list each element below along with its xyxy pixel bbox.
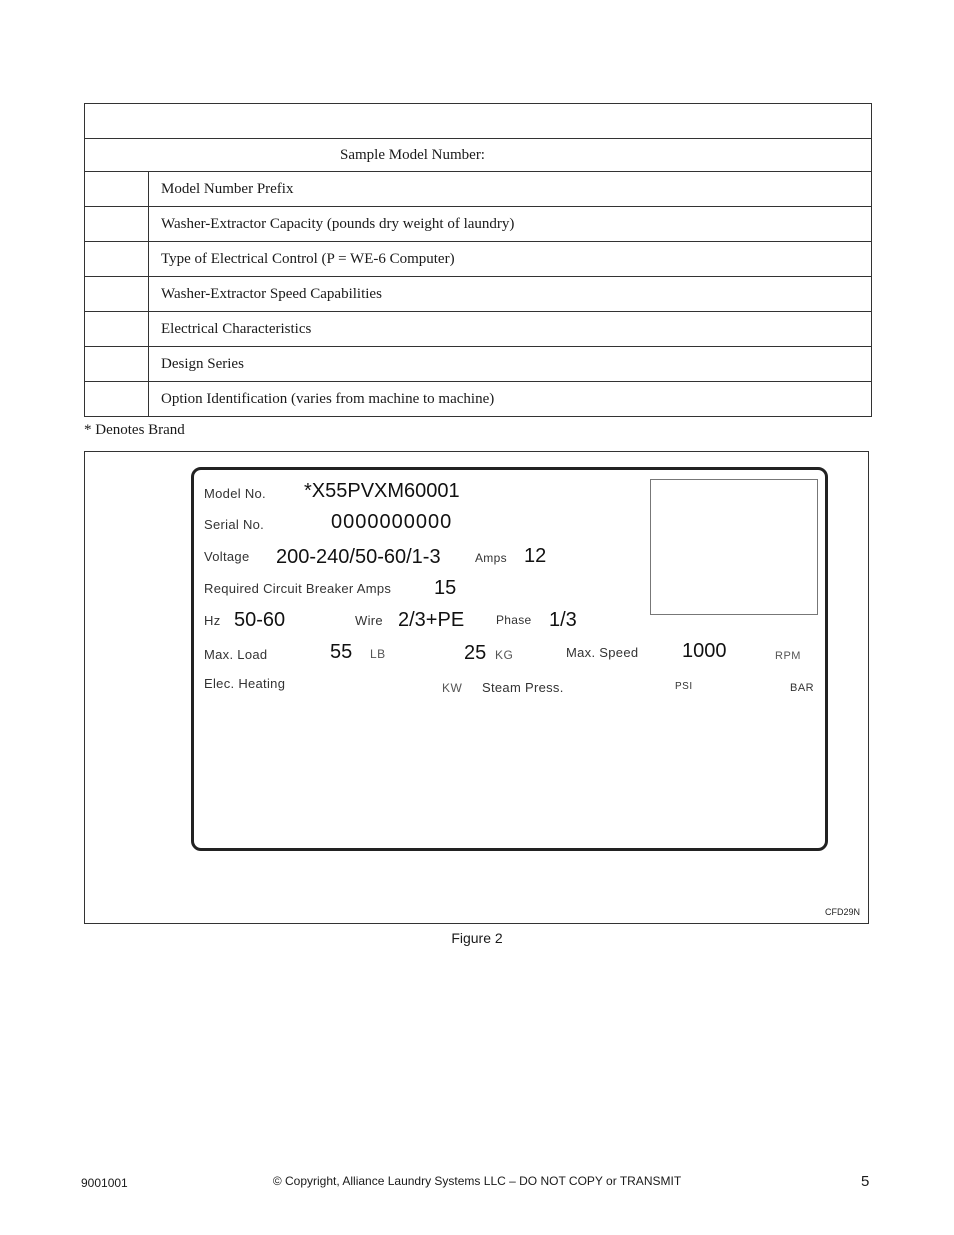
brand-note: * Denotes Brand — [84, 422, 185, 438]
lb-unit: LB — [370, 647, 386, 661]
breaker-value: 15 — [434, 577, 457, 599]
amps-value: 12 — [524, 545, 547, 567]
kw-unit: KW — [442, 681, 463, 695]
row-description: Electrical Characteristics — [149, 312, 872, 347]
bar-unit: BAR — [790, 682, 815, 694]
plate-blank-area — [650, 479, 818, 615]
row-description: Option Identification (varies from machine to machine) — [149, 382, 872, 417]
row-code — [85, 242, 149, 277]
table-title — [85, 104, 872, 139]
row-code — [85, 277, 149, 312]
load-kg-value: 25 — [464, 642, 487, 664]
breaker-label: Required Circuit Breaker Amps — [204, 581, 392, 596]
model-label: Model No. — [204, 486, 266, 501]
hz-label: Hz — [204, 613, 221, 628]
voltage-label: Voltage — [204, 549, 250, 564]
wire-value: 2/3+PE — [398, 609, 465, 631]
wire-label: Wire — [355, 613, 383, 628]
kg-unit: KG — [495, 648, 514, 662]
page-number: 5 — [861, 1173, 870, 1190]
max-load-label: Max. Load — [204, 647, 268, 662]
table-row — [85, 312, 872, 347]
hz-value: 50-60 — [234, 609, 286, 631]
table-row — [85, 347, 872, 382]
row-code — [85, 347, 149, 382]
row-code — [85, 382, 149, 417]
row-description: Type of Electrical Control (P = WE-6 Computer) — [149, 242, 872, 277]
table-row — [85, 277, 872, 312]
table-row — [85, 172, 872, 207]
row-description: Model Number Prefix — [149, 172, 872, 207]
row-code — [85, 207, 149, 242]
elec-heating-label: Elec. Heating — [204, 676, 286, 691]
row-description: Washer-Extractor Speed Capabilities — [149, 277, 872, 312]
speed-value: 1000 — [682, 640, 727, 662]
phase-label: Phase — [496, 613, 532, 627]
row-description: Design Series — [149, 347, 872, 382]
max-speed-label: Max. Speed — [566, 645, 639, 660]
serial-value: 0000000000 — [331, 511, 453, 533]
document-number: 9001001 — [81, 1176, 128, 1190]
figure-code: CFD29N — [824, 907, 860, 917]
figure-caption: Figure 2 — [451, 930, 503, 946]
rpm-unit: RPM — [775, 650, 801, 662]
phase-value: 1/3 — [549, 609, 577, 631]
table-row — [85, 382, 872, 417]
serial-label: Serial No. — [204, 517, 265, 532]
table-row — [85, 242, 872, 277]
copyright-notice: © Copyright, Alliance Laundry Systems LLC – DO NOT COPY or TRANSMIT — [272, 1174, 682, 1188]
voltage-value: 200-240/50-60/1-3 — [276, 546, 441, 568]
amps-label: Amps — [475, 551, 507, 565]
psi-unit: PSI — [675, 681, 693, 692]
row-code — [85, 172, 149, 207]
load-lb-value: 55 — [330, 641, 353, 663]
sample-model-number-label: Sample Model Number: — [85, 139, 872, 172]
row-description: Washer-Extractor Capacity (pounds dry weight of laundry) — [149, 207, 872, 242]
row-code — [85, 312, 149, 347]
figure-2 — [84, 451, 869, 924]
serial-plate — [191, 467, 828, 851]
steam-press-label: Steam Press. — [482, 680, 564, 695]
model-value: *X55PVXM60001 — [304, 480, 460, 502]
table-row — [85, 207, 872, 242]
model-number-table — [84, 103, 872, 417]
